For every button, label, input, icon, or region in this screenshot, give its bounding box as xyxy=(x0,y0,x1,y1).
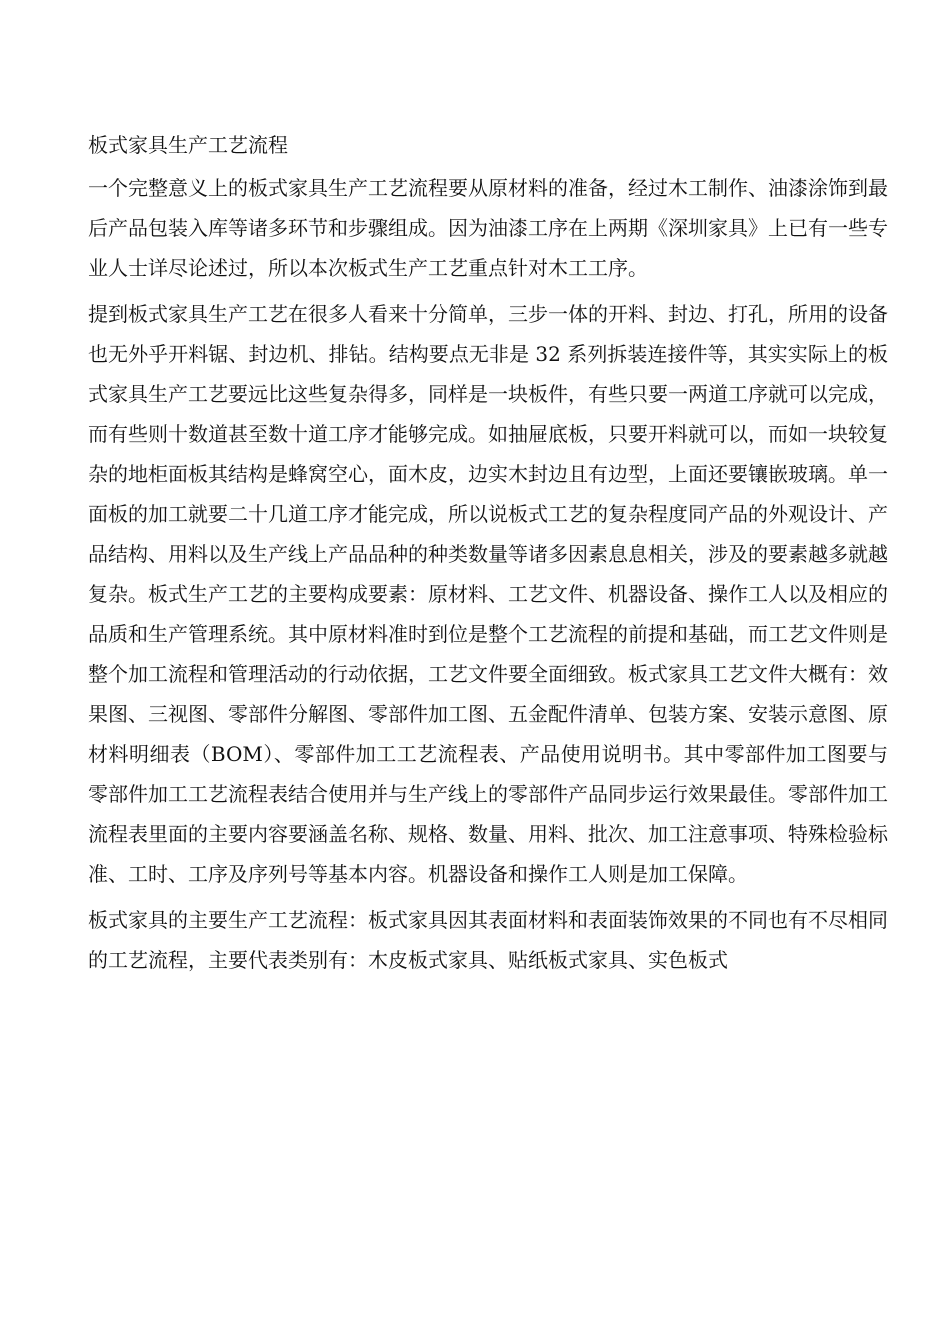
paragraph-intro: 一个完整意义上的板式家具生产工艺流程要从原材料的准备，经过木工制作、油漆涂饰到最后产品包装入库等诸多环节和步骤组成。因为油漆工序在上两期《深圳家具》上已有一些专业人士详尽论述过，所以本次板式生产工艺重点针对木工工序。 xyxy=(88,176,888,280)
document-body xyxy=(88,126,888,980)
paragraph-process-elements: 提到板式家具生产工艺在很多人看来十分简单，三步一体的开料、封边、打孔，所用的设备也无外乎开料锯、封边机、排钻。结构要点无非是 32 系列拆装连接件等，其实实际上的板式家具生产工艺要远比这些复杂得多，同样是一块板件，有些只要一两道工序就可以完成，而有些则十数道甚至数十道工序才能够完成。如抽屉底板，只要开料就可以，而如一块较复杂的地柜面板其结构是蜂窝空心，面木皮，边实木封边且有边型，上面还要镶嵌玻璃。单一面板的加工就要二十几道工序才能完成，所以说板式工艺的复杂程度同产品的外观设计、产品结构、用料以及生产线上产品品种的种类数量等诸多因素息息相关，涉及的要素越多就越复杂。板式生产工艺的主要构成要素：原材料、工艺文件、机器设备、操作工人以及相应的品质和生产管理系统。其中原材料准时到位是整个工艺流程的前提和基础，而工艺文件则是整个加工流程和管理活动的行动依据，工艺文件要全面细致。板式家具工艺文件大概有：效果图、三视图、零部件分解图、零部件加工图、五金配件清单、包装方案、安装示意图、原材料明细表（BOM）、零部件加工工艺流程表、产品使用说明书。其中零部件加工图要与零部件加工工艺流程表结合使用并与生产线上的零部件产品同步运行效果最佳。零部件加工流程表里面的主要内容要涵盖名称、规格、数量、用料、批次、加工注意事项、特殊检验标准、工时、工序及序列号等基本内容。机器设备和操作工人则是加工保障。 xyxy=(88,302,888,886)
document-title: 板式家具生产工艺流程 xyxy=(88,133,288,157)
paragraph-main-workflow: 板式家具的主要生产工艺流程：板式家具因其表面材料和表面装饰效果的不同也有不尽相同的工艺流程，主要代表类别有：木皮板式家具、贴纸板式家具、实色板式 xyxy=(88,908,888,972)
